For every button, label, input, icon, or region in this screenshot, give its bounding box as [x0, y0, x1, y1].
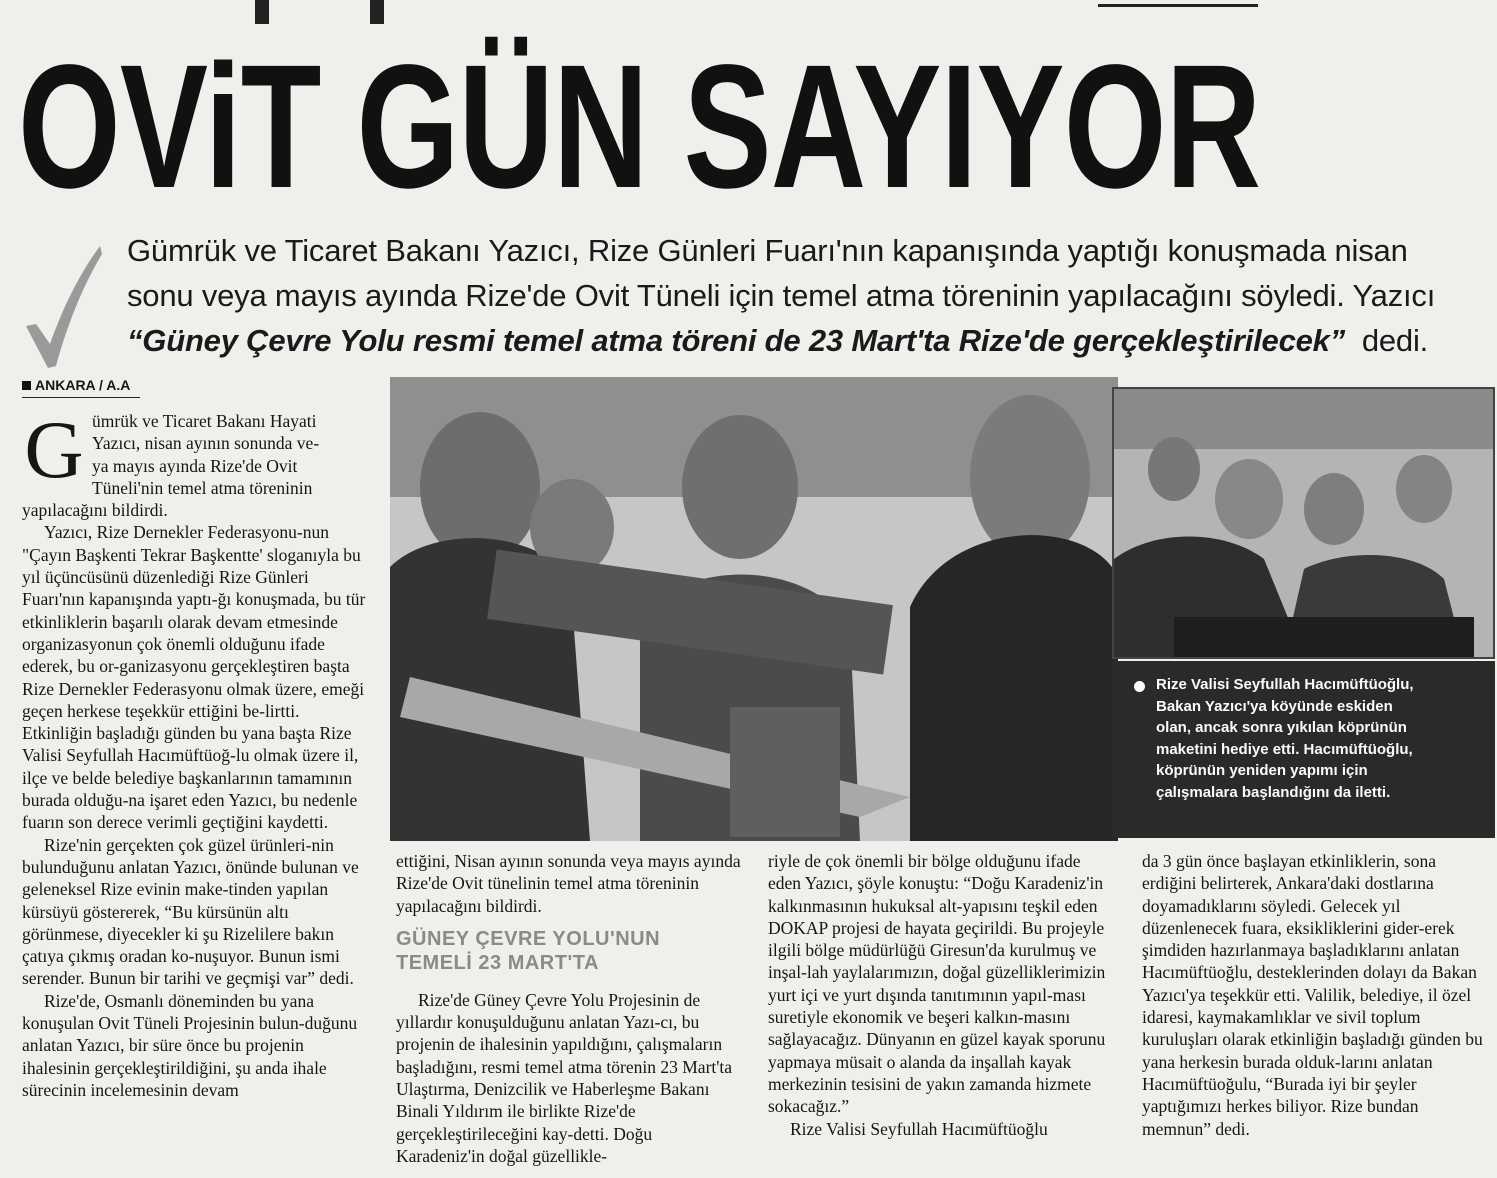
article-column-3: [768, 850, 1116, 1140]
deck-quote: “Güney Çevre Yolu resmi temel atma töreni de 23 Mart'ta Rize'de gerçekleştirilecek”: [127, 323, 1345, 358]
paragraph: Rize'de Güney Çevre Yolu Projesinin de yıllardır konuşulduğunu anlatan Yazı-cı, bu projenin de ihalesinin yapıldığını, çalışmaların başladığını, resmi temel atma törenin 23 Mart'ta Ulaştırma, Denizcilik ve Haberleşme Bakanı Binali Yıldırım ile birlikte Rize'de gerçekleştirileceğini kay-detti. Doğu Karadeniz'in doğal güzellikle-: [396, 989, 733, 1166]
side-photo: [1112, 387, 1495, 659]
paragraph: riyle de çok önemli bir bölge olduğunu ifade eden Yazıcı, şöyle konuştu: “Doğu Karadeniz'in kalkınmasının hukuksal alt-yapısını teşkil eden DOKAP projesi de hayata geçirildi. Bu projeyle ilgili bölge müdürlüğü Giresun'da kurulmuş ve inşal-lah yaylalarımızın, doğal güzelliklerimizin yurt içi ve yurt dışında tanıtımının yapıl-ması suretiyle ekonomik ve beşeri kalkın-masını sağlayacağız. Dünyanın en güzel kayak sporunu yapmaya müsait o alanda da inşallah kayak merkezinin tesisini de yakın zamanda hizmete sokacağız.”: [768, 851, 1106, 1117]
lead-line-2: Yazıcı, nisan ayının sonunda ve-: [92, 433, 320, 454]
caption-line: maketini hediye etti. Hacımüftüoğlu,: [1156, 740, 1413, 758]
deck-line-1: Gümrük ve Ticaret Bakanı Yazıcı, Rize Günleri Fuarı'nın kapanışında yaptığı konuşmada nisan: [127, 233, 1408, 268]
subheading: [396, 927, 742, 975]
top-rule: [1098, 4, 1258, 7]
paragraph: ettiğini, Nisan ayının sonunda veya mayıs ayında Rize'de Ovit tünelinin temel atma töreninin yapılacağını bildirdi.: [396, 851, 741, 916]
lead-line-1: ümrük ve Ticaret Bakanı Hayati: [92, 411, 317, 431]
deck-line-3: [127, 318, 1487, 363]
lead-line-4: Tüneli'nin temel atma töreninin: [92, 477, 313, 498]
drop-cap: G: [24, 404, 84, 495]
article-column-2: [396, 850, 742, 1167]
lead-tail: yapılacağını bildirdi.: [22, 500, 168, 521]
bullet-square-icon: [22, 381, 31, 390]
bullet-dot-icon: [1134, 681, 1145, 692]
caption-line: olan, ancak sonra yıkılan köprünün: [1156, 719, 1407, 736]
check-mark-icon: [22, 240, 102, 370]
side-photo-image: [1114, 389, 1493, 657]
main-photo-image: [390, 377, 1118, 841]
paragraph: da 3 gün önce başlayan etkinliklerin, sona erdiğini belirterek, Ankara'daki dostlarına doyamadıklarını söyledi. Gelecek yıl düzenlenecek fuara, eksikliklerini gider-erek şimdiden hazırlanmaya başladıklarını anlatan Hacımüftüoğlu, desteklerinden dolayı da Bakan Yazıcı'ya teşekkür etti. Valilik, belediye, il özel idaresi, kaymakamlıklar ve sivil toplum kuruluşları olarak etkinliğin başladığı günden bu yana herkesin burada olduk-larını anlatan Hacımüftüoğulu, “Burada iyi bir şeyler yaptığımızı herkes biliyor. Rize bundan memnun” dedi.: [1142, 851, 1483, 1139]
headline: OViT GÜN SAYIYOR: [18, 29, 1261, 225]
subheading-line-2: TEMELİ 23 MART'TA: [396, 951, 599, 974]
deck-end: dedi.: [1361, 323, 1429, 358]
dateline-text: ANKARA / A.A: [35, 377, 131, 393]
paragraph: Rize'de, Osmanlı döneminden bu yana konuşulan Ovit Tüneli Projesinin bulun-duğunu anlatan Yazıcı, bir süre önce bu projenin ihalesinin gerçekleştirildiğini, şu anda ihale sürecinin incelemesinin devam: [22, 990, 358, 1100]
caption-line: köprünün yeniden yapımı için: [1156, 762, 1368, 779]
dateline: [22, 373, 140, 398]
lead-line-3: ya mayıs ayında Rize'de Ovit: [92, 455, 298, 476]
paragraph: Rize'nin gerçekten çok güzel ürünleri-nin bulunduğunu anlatan Yazıcı, önünde bulunan ve geleneksel Rize evinin make-tinden yapılan kürsüyü göstererek, “Bu kürsünün altı görünmese, diyecekler ki şu Rizelilere bakın çatıya çıkmış oradan ko-nuşuyor. Bunun ismi serender. Bunun bir tarihi ve geçmişi var” dedi.: [22, 834, 359, 989]
deck-summary: [127, 228, 1487, 363]
main-photo: [390, 377, 1118, 841]
article-column-1: [22, 404, 370, 1101]
subheading-line-1: GÜNEY ÇEVRE YOLU'NUN: [396, 927, 661, 950]
photo-caption: [1112, 661, 1495, 838]
caption-line: çalışmalara başlandığını da iletti.: [1156, 783, 1391, 801]
clipped-top-text: [255, 0, 635, 24]
deck-line-2: sonu veya mayıs ayında Rize'de Ovit Tüneli için temel atma töreninin yapılacağını söyledi. Yazıcı: [127, 278, 1436, 313]
caption-line: Bakan Yazıcı'ya köyünde eskiden: [1156, 697, 1393, 715]
paragraph: Rize Valisi Seyfullah Hacımüftüoğlu: [790, 1118, 1048, 1139]
article-column-4: [1142, 850, 1487, 1140]
caption-line: Rize Valisi Seyfullah Hacımüftüoğlu,: [1156, 676, 1414, 693]
paragraph: Yazıcı, Rize Dernekler Federasyonu-nun "Çayın Başkenti Tekrar Başkentte' sloganıyla bu yıl üçüncüsünü düzenlediği Rize Günleri Fuarı'nın kapanışında yaptı-ğı konuşmada, bu tür etkinliklerin başarılı olarak devam etmesinde organizasyonun çok önemli olduğunu ifade ederek, bu or-ganizasyonu gerçekleştiren başta Rize Dernekler Federasyonu olmak üzere, emeği geçen herkese teşekkür ettiğini be-lirtti. Etkinliğin başladığı günden bu yana başta Rize Valisi Seyfullah Hacımüftüoğ-lu olmak üzere il, ilçe ve belde belediye başkanlarının tamamının burada olduğu-na işaret eden Yazıcı, bu nedenle fuarın son derece verimli geçtiğini kaydetti.: [22, 522, 366, 833]
